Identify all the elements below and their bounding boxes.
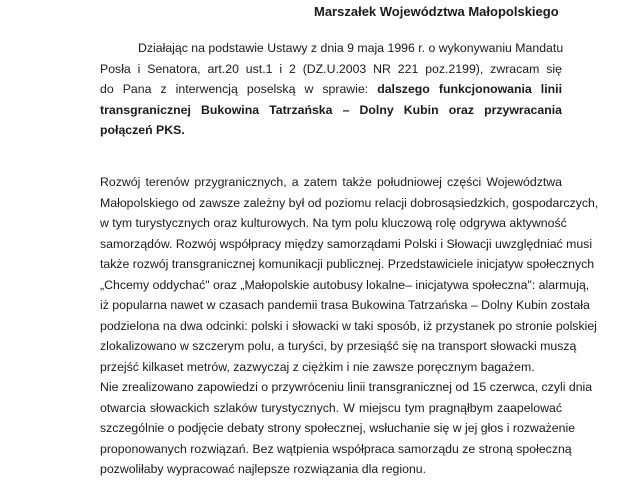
body-line: Nie zrealizowano zapowiedzi o przywróceniu linii transgranicznej od 15 czerwca, czyli dnia (100, 380, 593, 394)
recipient-heading: Marszałek Województwa Małopolskiego (314, 4, 559, 19)
intro-line-bold: dalszego funkcjonowania linii (377, 82, 562, 96)
body-line: „Chcemy oddychać" oraz „Małopolskie autobusy lokalne– inicjatywa społeczna": alarmują, (100, 277, 590, 292)
body-line: szczególnie o podjęcie debaty strony społecznej, wsłuchanie się w jej głos i rozważenie (100, 421, 576, 435)
intro-line-bold: połączeń PKS. (100, 123, 185, 137)
body-line: Małopolskiego od zawsze zależny był od poziomu relacji dobrosąsiedzkich, gospodarczych, (100, 195, 599, 210)
body-line: w tym turystycznych oraz kulturowych. Na tym polu kluczową rolę odgrywa aktywność (100, 216, 567, 230)
intro-line: Posła i Senatora, art.20 ust.1 i 2 (DZ.U.2003 NR 221 poz.2199), zwracam się (100, 61, 562, 76)
body-line: proponowanych rozwiązań. Bez wątpienia współpraca samorządu ze stroną społeczną (100, 441, 572, 456)
body-line: Rozwój terenów przygranicznych, a zatem także południowej części Województwa (100, 175, 562, 189)
intro-line: Działając na podstawie Ustawy z dnia 9 maja 1996 r. o wykonywaniu Mandatu (138, 41, 564, 55)
body-line: przejść kilkaset metrów, zazwyczaj z ciężkim i nie zawsze poręcznym bagażem. (100, 359, 535, 374)
body-line: zlokalizowano w szczerym polu, a turyści, by przesiąść się na transport słowacki muszą (100, 339, 577, 353)
body-line: iż popularna nawet w czasach pandemii trasa Bukowina Tatrzańska – Dolny Kubin została (100, 298, 590, 312)
body-line: także rozwój transgranicznej komunikacji publicznej. Przedstawiciele inicjatyw społecznych (100, 257, 595, 271)
body-line: otwarcia słowackich szlaków turystycznych. W miejscu tym pragnąłbym zaapelować (100, 400, 562, 415)
body-line: pozwoliłaby wypracować najlepsze rozwiązania dla regionu. (100, 462, 427, 476)
intro-line-bold: transgranicznej Bukowina Tatrzańska – Dolny Kubin oraz przywracania (100, 102, 562, 117)
intro-paragraph (100, 38, 562, 141)
body-line: samorządów. Rozwój współpracy między samorządami Polski i Słowacji uwzględniać musi (100, 236, 593, 251)
body-line: podzielona na dwa odcinki: polski i słowacki w taki sposób, iż przystanek po stronie polskiej (100, 318, 597, 333)
intro-line (100, 79, 562, 100)
body-paragraph (100, 172, 599, 480)
intro-line-plain: do Pana z interwencją poselską w sprawie: (100, 82, 378, 96)
